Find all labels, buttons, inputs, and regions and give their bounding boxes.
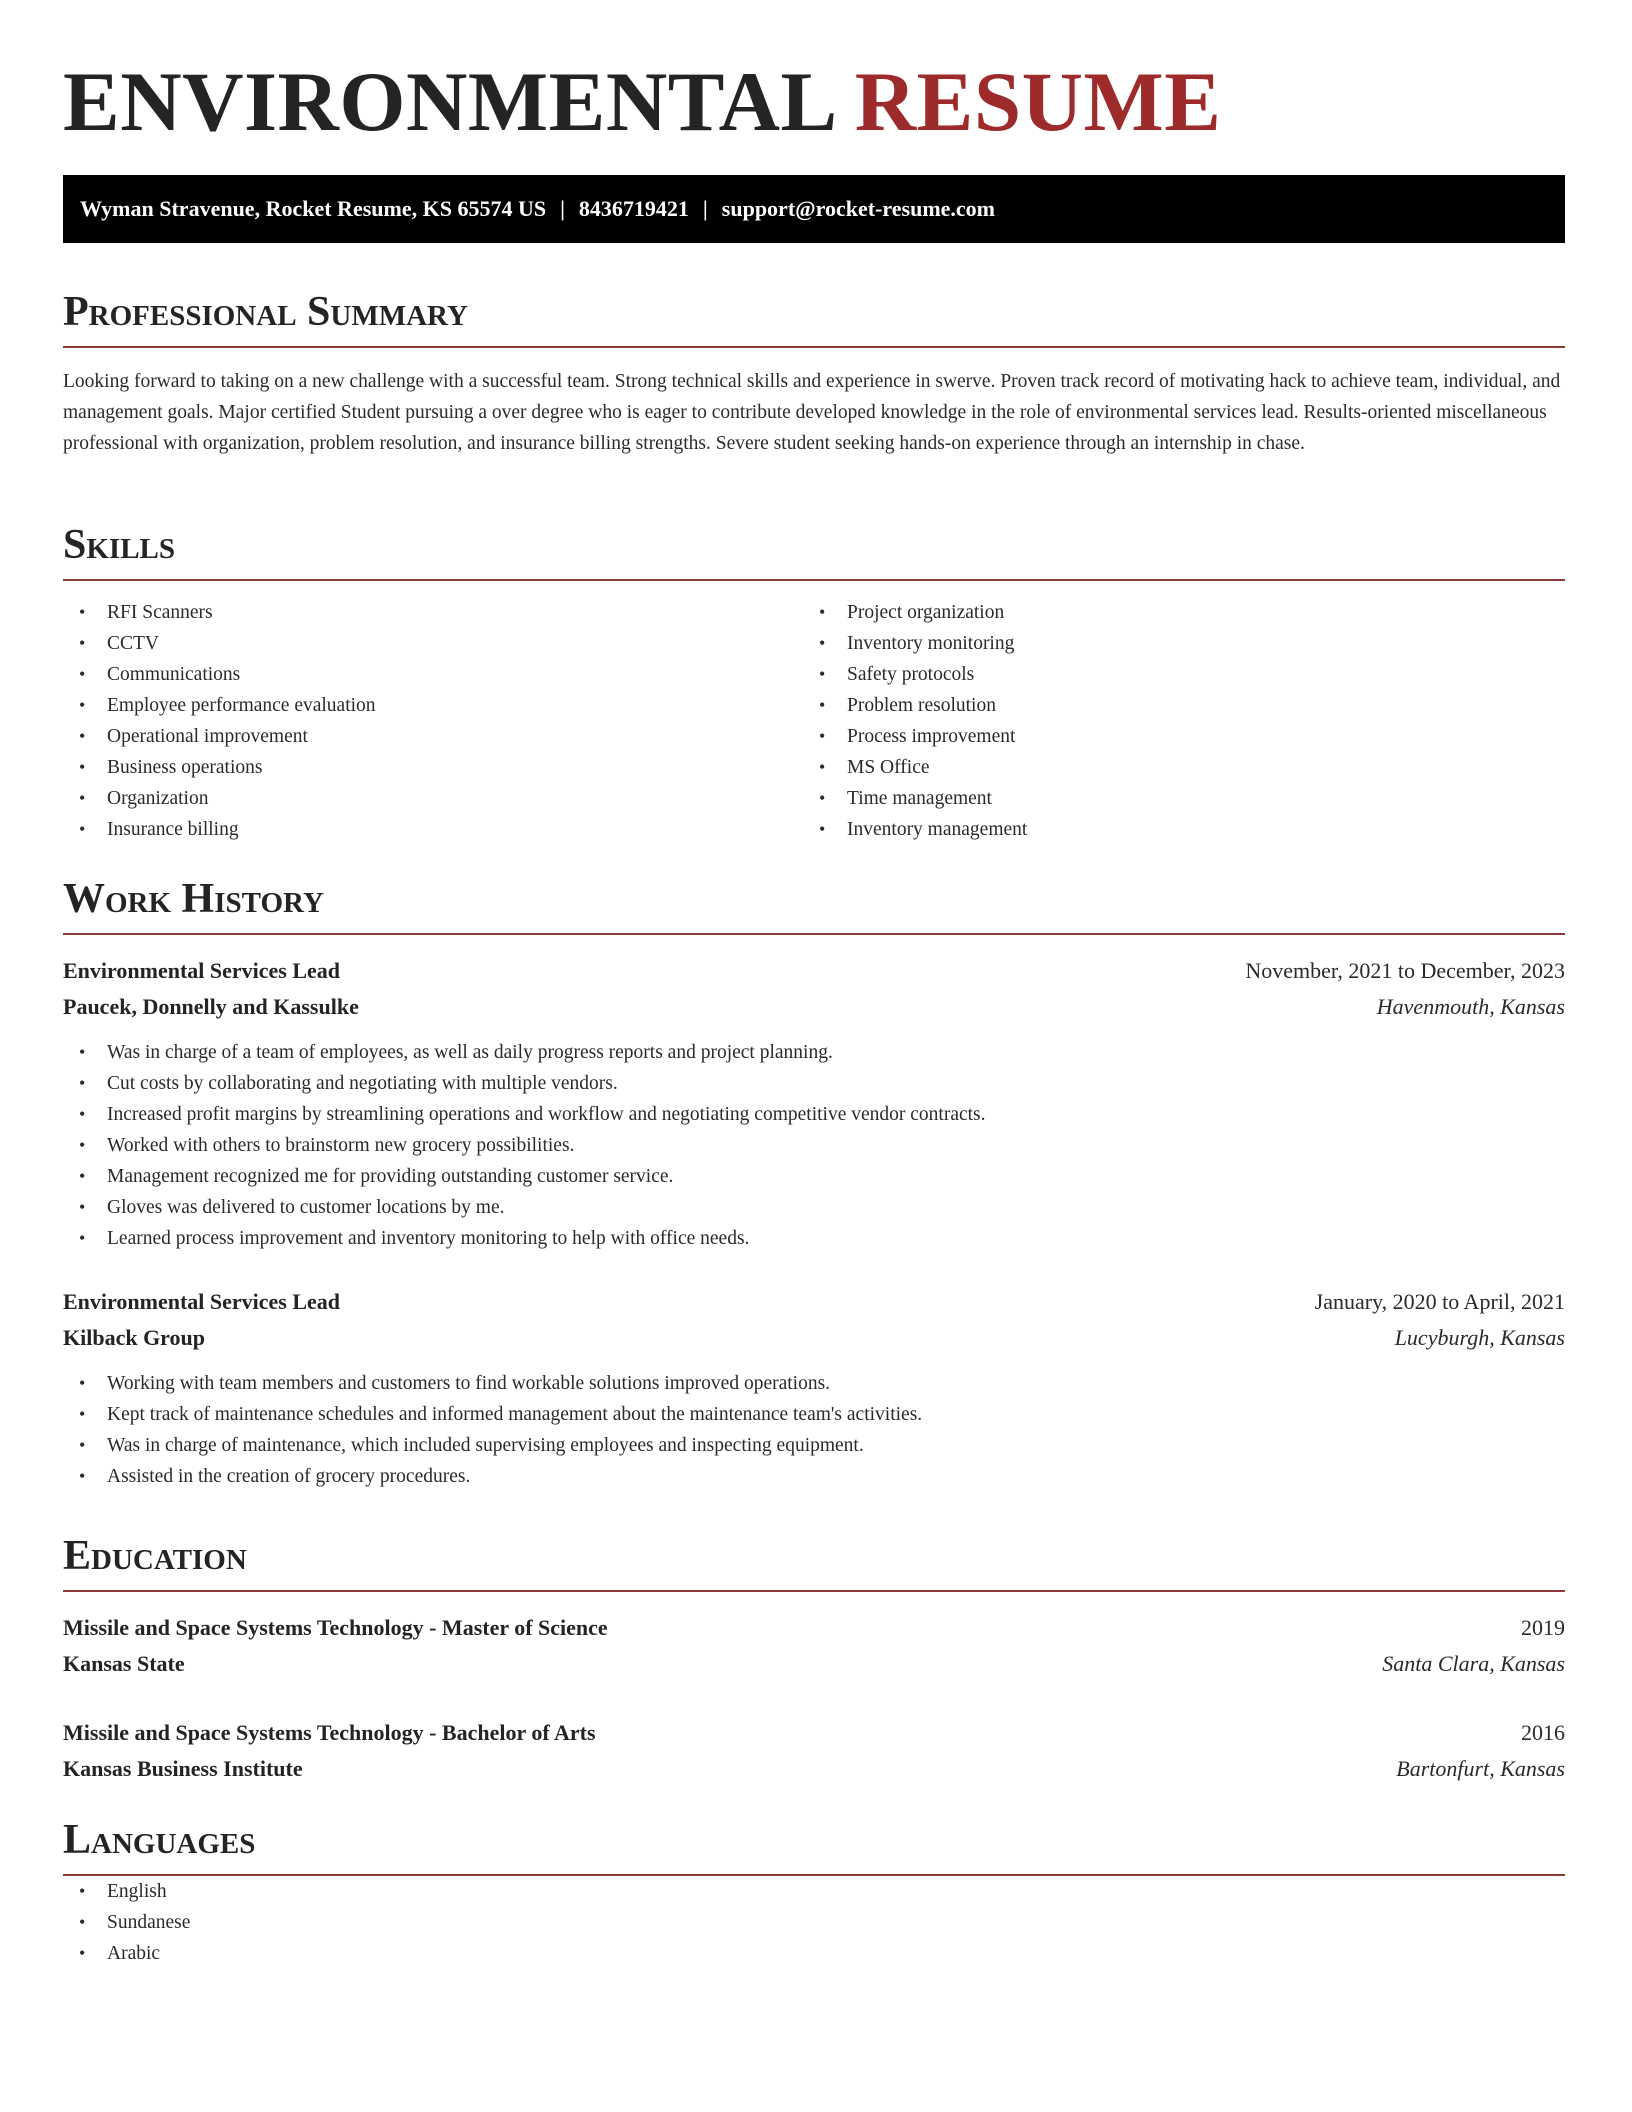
job-title: Environmental Services Lead (63, 1289, 341, 1314)
job-duty-item: • Learned process improvement and inventory monitoring to help with office needs. (63, 1223, 1565, 1254)
job-duty-item: • Was in charge of maintenance, which included supervising employees and inspecting equipment. (63, 1430, 1565, 1461)
job-dates: November, 2021 to December, 2023 (1245, 958, 1565, 983)
skill-item: • RFI Scanners (63, 597, 803, 628)
title-accent: RESUME (854, 55, 1222, 149)
job-location: Lucyburgh, Kansas (1394, 1325, 1565, 1350)
job-entry (63, 1284, 1565, 1492)
summary-section (63, 282, 1565, 459)
job-duty-item: • Cut costs by collaborating and negotiating with multiple vendors. (63, 1068, 1565, 1099)
contact-phone: 8436719421 (578, 196, 689, 221)
contact-bar (63, 175, 1565, 243)
skill-item: • Inventory management (803, 814, 1543, 845)
school-name: Kansas State (63, 1651, 185, 1676)
contact-separator: | (560, 196, 565, 221)
summary-text: Looking forward to taking on a new challenge with a successful team. Strong technical skills and experience in swerve. Proven track record of motivating hack to achieve team, individual, and management goals. Major certified Student pursuing a over degree who is eager to contribute developed knowledge in the role of environmental services lead. Results-oriented miscellaneous professional with organization, problem resolution, and insurance billing strengths. Severe student seeking hands-on experience through an internship in chase. (63, 371, 1561, 454)
skill-item: • Business operations (63, 752, 803, 783)
work-history-section (63, 869, 1565, 1492)
graduation-year: 2016 (1521, 1720, 1565, 1745)
skill-item: • Time management (803, 783, 1543, 814)
resume-title (63, 52, 1221, 152)
skill-item: • Safety protocols (803, 659, 1543, 690)
contact-separator: | (702, 196, 708, 221)
job-company: Kilback Group (63, 1325, 206, 1350)
school-location: Bartonfurt, Kansas (1396, 1756, 1565, 1781)
language-item: • English (63, 1876, 1565, 1907)
title-main: ENVIRONMENTAL (63, 55, 834, 149)
skill-item: • Project organization (803, 597, 1543, 628)
school-name: Kansas Business Institute (63, 1756, 303, 1781)
skill-item: • MS Office (803, 752, 1543, 783)
skill-item: • Communications (63, 659, 803, 690)
contact-email: support@rocket-resume.com (721, 196, 995, 221)
skill-item: • Process improvement (803, 721, 1543, 752)
graduation-year: 2019 (1521, 1615, 1565, 1640)
job-duty-item: • Management recognized me for providing outstanding customer service. (63, 1161, 1565, 1192)
degree: Missile and Space Systems Technology - Master of Science (63, 1615, 608, 1640)
job-duty-item: • Kept track of maintenance schedules and informed management about the maintenance team's activities. (63, 1399, 1565, 1430)
skills-list-left (63, 597, 803, 845)
language-item: • Arabic (63, 1938, 1565, 1969)
education-entry (63, 1610, 1565, 1682)
job-duty-item: • Working with team members and customers to find workable solutions improved operations. (63, 1368, 1565, 1399)
skill-item: • Operational improvement (63, 721, 803, 752)
languages-section (63, 1810, 1565, 1969)
job-duty-item: • Increased profit margins by streamlining operations and workflow and negotiating competitive vendor contracts. (63, 1099, 1565, 1130)
education-heading: Education (63, 1526, 1565, 1592)
summary-heading: Professional Summary (63, 282, 1565, 348)
education-section (63, 1526, 1565, 1787)
job-duty-item: • Worked with others to brainstorm new grocery possibilities. (63, 1130, 1565, 1161)
job-duty-item: • Gloves was delivered to customer locations by me. (63, 1192, 1565, 1223)
job-company: Paucek, Donnelly and Kassulke (63, 994, 359, 1019)
languages-list (63, 1876, 1565, 1969)
job-duties (63, 1037, 1565, 1254)
school-location: Santa Clara, Kansas (1382, 1651, 1565, 1676)
job-entry (63, 953, 1565, 1254)
skill-item: • Organization (63, 783, 803, 814)
job-duty-item: • Assisted in the creation of grocery procedures. (63, 1461, 1565, 1492)
skill-item: • Insurance billing (63, 814, 803, 845)
skills-section (63, 515, 1565, 845)
language-item: • Sundanese (63, 1907, 1565, 1938)
skill-item: • Employee performance evaluation (63, 690, 803, 721)
work-history-heading: Work History (63, 869, 1565, 935)
skill-item: • CCTV (63, 628, 803, 659)
skill-item: • Inventory monitoring (803, 628, 1543, 659)
job-duty-item: • Was in charge of a team of employees, as well as daily progress reports and project planning. (63, 1037, 1565, 1068)
skills-columns (63, 597, 1565, 845)
skills-list-right (803, 597, 1543, 845)
languages-heading: Languages (63, 1810, 1565, 1876)
job-duties (63, 1368, 1565, 1492)
degree: Missile and Space Systems Technology - Bachelor of Arts (63, 1720, 596, 1745)
contact-address: Wyman Stravenue, Rocket Resume, KS 65574 US (80, 196, 547, 221)
skill-item: • Problem resolution (803, 690, 1543, 721)
skills-heading: Skills (63, 515, 1565, 581)
job-dates: January, 2020 to April, 2021 (1314, 1289, 1565, 1314)
job-location: Havenmouth, Kansas (1376, 994, 1565, 1019)
job-title: Environmental Services Lead (63, 958, 341, 983)
education-entry (63, 1715, 1565, 1787)
